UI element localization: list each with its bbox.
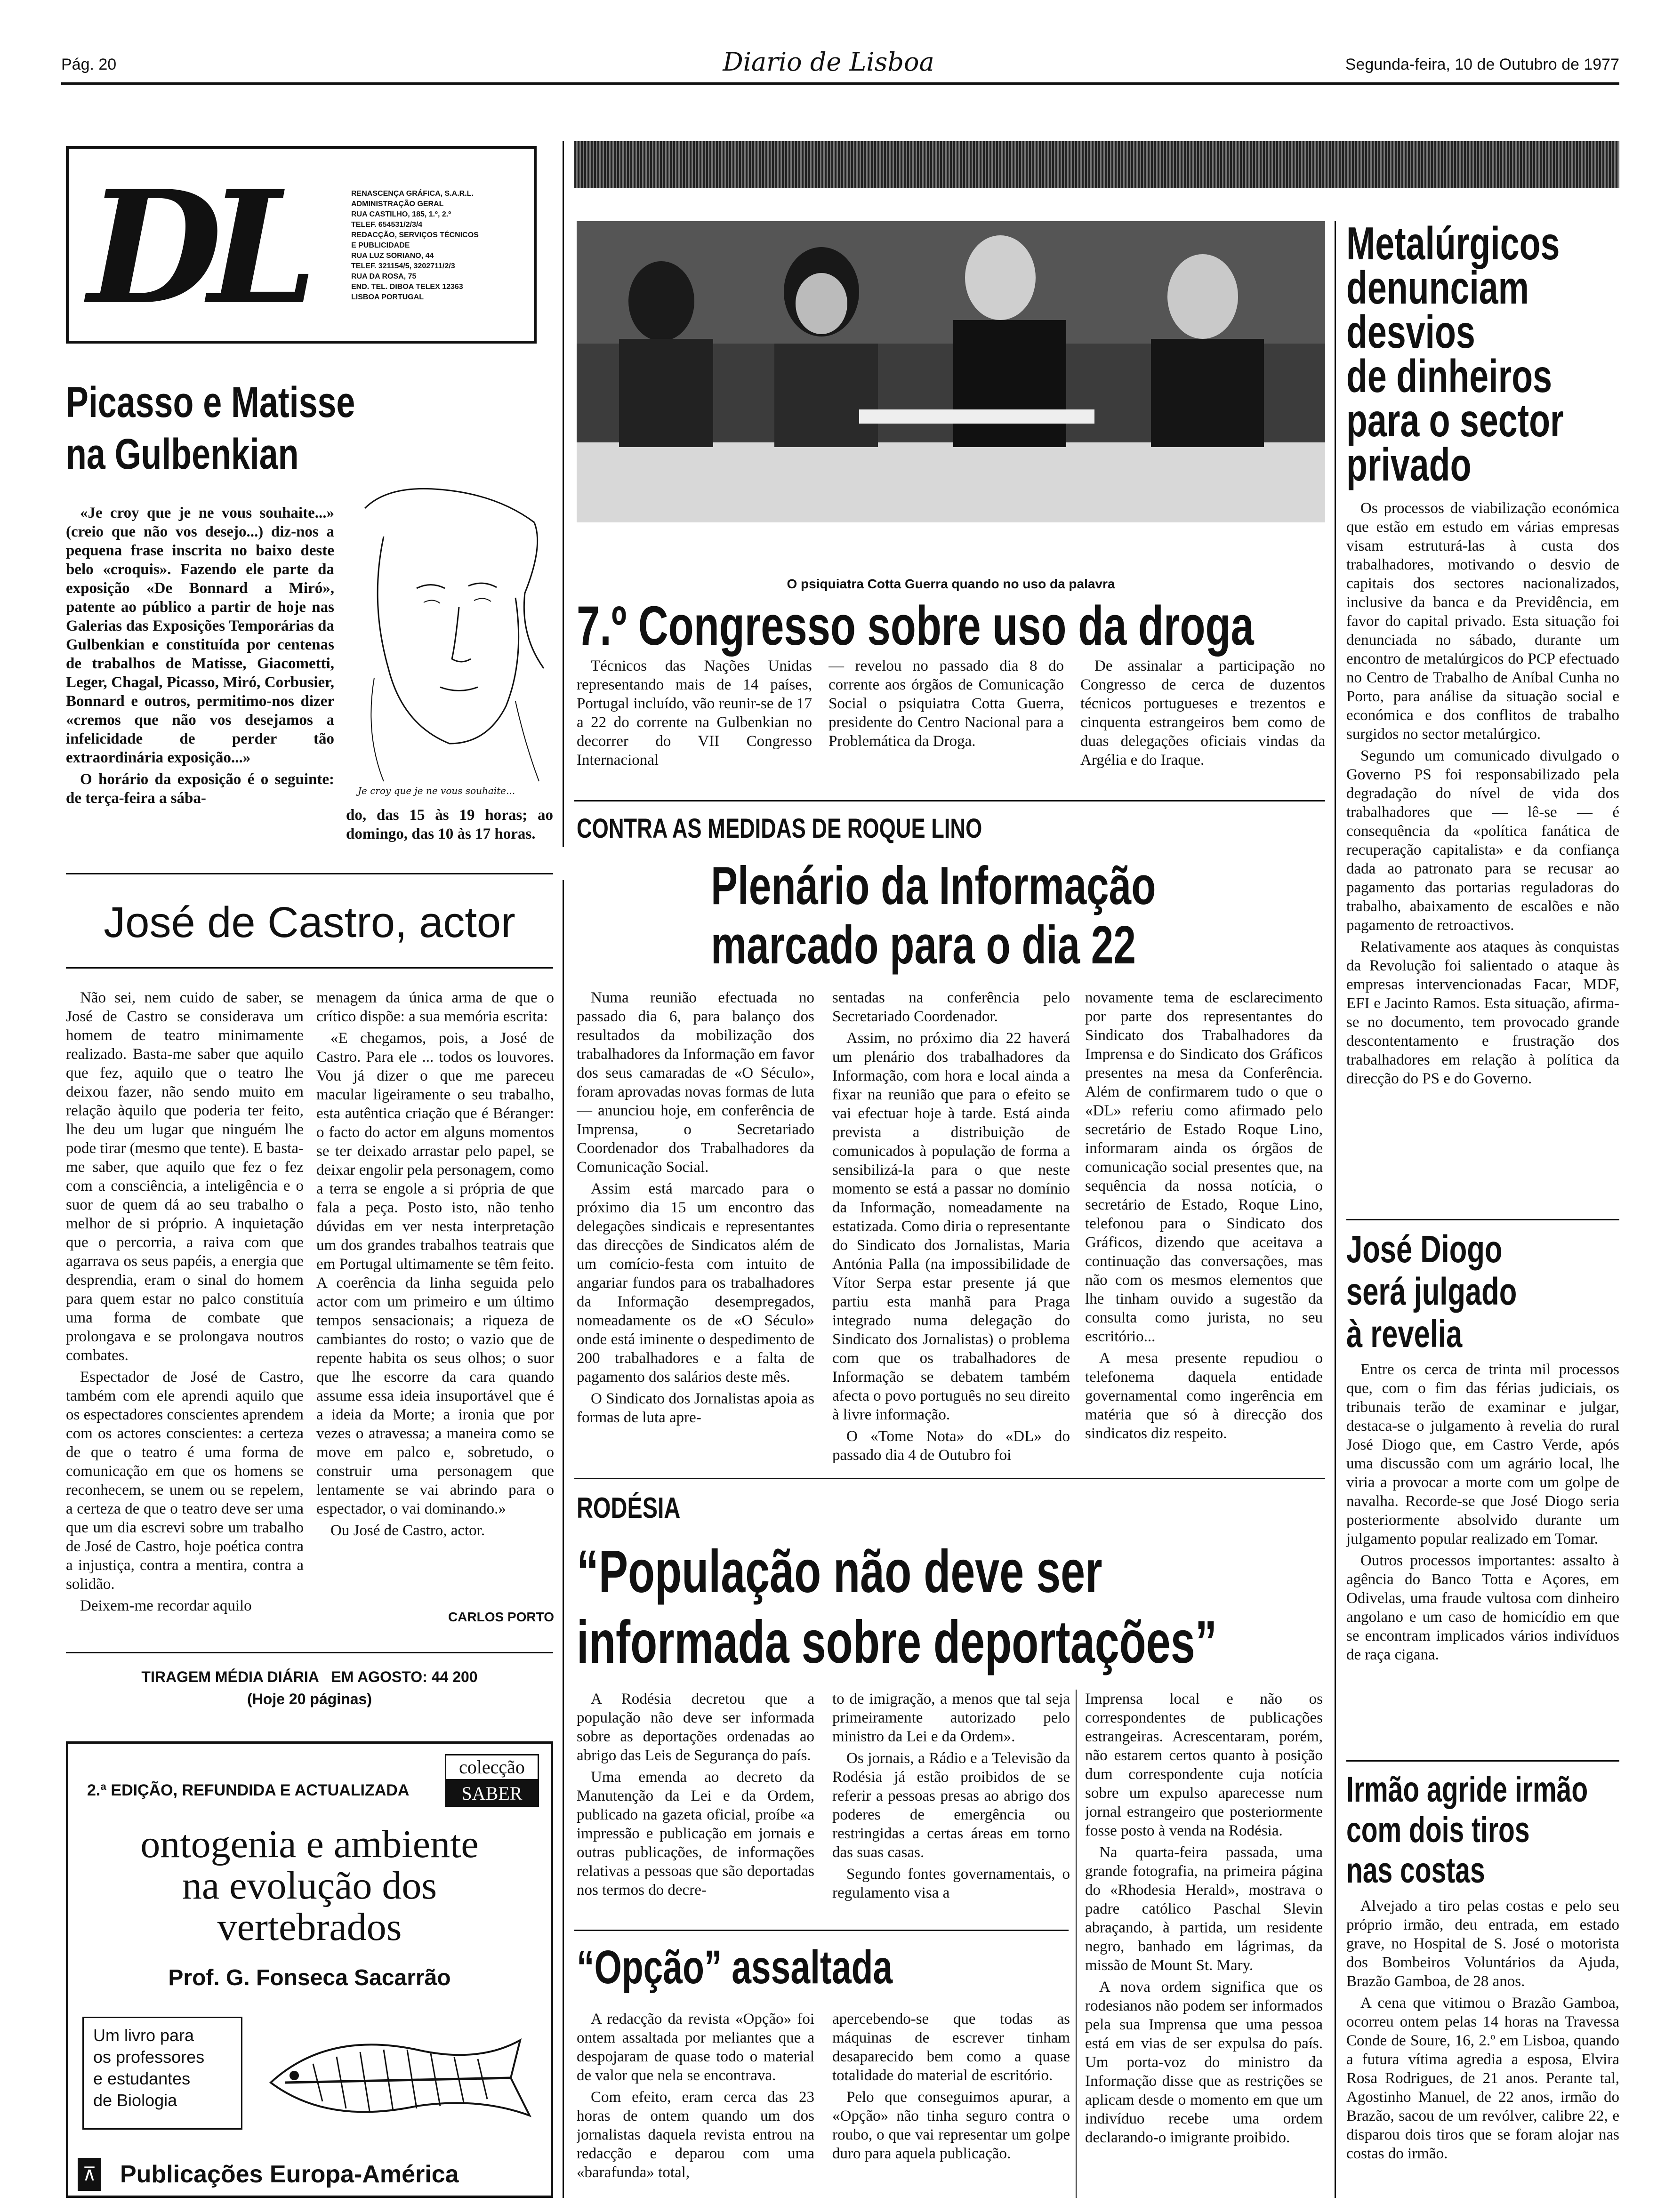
opcao-headline: “Opção” assaltada (577, 1941, 893, 1994)
paragraph: Deixem-me recordar aquilo (80, 1597, 252, 1614)
headline-line: Plenário da Informação (711, 856, 1156, 916)
headline-line: privado (1346, 439, 1472, 490)
imprint-line: ADMINISTRAÇÃO GERAL (351, 200, 444, 208)
column-rule (1335, 221, 1336, 2198)
paragraph: Alvejado a tiro pelas costas e pelo seu próprio irmão, deu entrada, em estado grave, no Hospital de S. José o motorista dos Bombeiros Voluntários da Ajuda, Brazão Gamboa, de 28 anos. (1346, 1898, 1619, 1990)
plenario-col-3 (1085, 988, 1323, 1468)
tiragem-pages: (Hoje 20 páginas) (247, 1691, 372, 1707)
paragraph: A mesa presente repudiou o telefonema daquela entidade governamental como ingerência em matéria que só à direcção dos sindicatos diz respeito. (1085, 1350, 1323, 1442)
headline-line: informada sobre deportações” (577, 1609, 1217, 1676)
rodesia-kicker: RODÉSIA (577, 1492, 681, 1524)
paragraph: Segundo fontes governamentais, o regulamento visa a (832, 1866, 1070, 1901)
paragraph: Outros processos importantes: assalto à agência do Banco Totta e Açores, em Odivelas, uma fraude vultosa com dinheiro angolano e um caso de homicídio em que se encontram implicados vários indivíduos de raça cigana. (1346, 1552, 1619, 1663)
imprint-line: LISBOA PORTUGAL (351, 293, 424, 301)
irmao-headline (1346, 1770, 1588, 1891)
sketch-inscription: Je croy que je ne vous souhaite... (358, 785, 515, 796)
croquis-sketch (346, 480, 553, 809)
picasso-headline-line: Picasso e Matisse (66, 378, 355, 426)
rodesia-col-3 (1085, 1690, 1323, 2198)
congresso-headline: 7.º Congresso sobre uso da droga (577, 595, 1254, 657)
paragraph: do, das 15 às 19 horas; ao domingo, das 10 às 17 horas. (346, 807, 553, 842)
paragraph: Relativamente aos ataques às conquistas da Revolução foi salientado o ataque às empresas intervencionadas Facar, MDF, EFI e Jacinto Ramos. Esta situação, afirma-se no documento, tem provocado grande descontentamento e frustração dos trabalhadores em relação à política da direcção do PS e do Governo. (1346, 938, 1619, 1087)
imprint-line: RUA LUZ SORIANO, 44 (351, 252, 434, 260)
plenario-col-2 (832, 988, 1070, 1468)
paragraph: A Rodésia decretou que a população não deve ser informada sobre as deportações ordenadas ao abrigo das Leis de Segurança do país. (577, 1691, 814, 1764)
congresso-col-2 (828, 657, 1064, 779)
paragraph: Uma emenda ao decreto da Manutenção da Lei e da Ordem, publicado na gazeta oficial, proíbe «a impressão e publicação em jornais e outras publicações, de informações relativas a pessoas que são deportadas nos termos do decre- (577, 1769, 814, 1899)
book-ad (66, 1741, 553, 2198)
tiragem-line: TIRAGEM MÉDIA DIÁRIA EM AGOSTO: 44 200 (141, 1668, 478, 1685)
paragraph: A redacção da revista «Opção» foi ontem assaltada por meliantes que a despojaram de quase todo o material de valor que nela se encontrava. (577, 2011, 814, 2084)
irmao-body (1346, 1897, 1619, 2198)
picasso-body (66, 504, 334, 842)
headline-line: Irmão agride irmão (1346, 1770, 1588, 1810)
ad-edition: 2.ª EDIÇÃO, REFUNDIDA E ACTUALIZADA (87, 1781, 410, 1799)
ad-title-line: ontogenia e ambiente (140, 1822, 479, 1866)
headline-line: “População não deve ser (577, 1538, 1102, 1605)
paragraph: Pelo que conseguimos apurar, a «Opção» não tinha seguro contra o roubo, o que vai representar um golpe duro para aquela publicação. (832, 2089, 1070, 2162)
section-rule (66, 1652, 553, 1653)
headline-line: desvios (1346, 306, 1475, 358)
paragraph: Imprensa local e não os correspondentes de publicações estrangeiras. Acrescentaram, porém, não estarem certos quanto à posição dum correspondente cuja notícia sobre um expulso aparecesse num jornal estrangeiro que posteriormente fosse posto à venda na Rodésia. (1085, 1691, 1323, 1839)
paragraph: O «Tome Nota» do «DL» do passado dia 4 de Outubro foi (832, 1428, 1070, 1464)
section-rule (1346, 1219, 1619, 1220)
ad-author: Prof. G. Fonseca Sacarrão (168, 1965, 451, 1990)
ad-colleccao: colecção (445, 1754, 539, 1780)
paragraph: Assim está marcado para o próximo dia 15 um encontro das delegações sindicais e representantes das direcções de Sindicatos além de um comício-festa com intuito de angariar fundos para os trabalhadores da Informação desempregados, nomeadamente os de «O Século» onde está iminente o despedimento de 200 trabalhadores e a falta de pagamento dos salários deste mês. (577, 1180, 814, 1386)
congresso-col-1 (577, 657, 812, 779)
dl-logo: DL (88, 156, 304, 339)
paragraph: Não sei, nem cuido de saber, se José de Castro se considerava um homem de teatro minimamente realizado. Basta-me saber que aquilo que fez, aquilo que o teatro lhe deixou fazer, não sendo muito em relação àquilo que poderia ter feito, lhe deu um lugar que ninguém lhe pode tirar (mesmo que tente). E basta-me saber, que aquilo que fez o fez com a consciência, a inteligência e o suor de quem dá ao seu trabalho o melhor de si próprio. A inquietação que o percorria, a raiva com que agarrava os seus papéis, a energia que desprendia, eram o sinal do homem para quem estar no palco constituía uma forma de combate que prolongava e se prolongava noutros combates. (66, 989, 304, 1364)
column-rule (563, 880, 564, 2198)
imprint-line: RENASCENÇA GRÁFICA, S.A.R.L. (351, 190, 474, 198)
opcao-col-1 (577, 2010, 814, 2198)
blurb-line: e estudantes (93, 2069, 191, 2088)
photo-banner (574, 141, 1619, 188)
paragraph: sentadas na conferência pelo Secretariado Coordenador. (832, 989, 1070, 1025)
header-rule (61, 82, 1619, 85)
blurb-line: Um livro para (93, 2026, 194, 2045)
jose-diogo-headline (1346, 1228, 1517, 1355)
imprint-line: RUA CASTILHO, 185, 1.º, 2.º (351, 210, 451, 218)
section-rule (66, 873, 553, 874)
opcao-col-2 (832, 2010, 1070, 2198)
rodesia-col-1 (577, 1690, 814, 1920)
column-rule (563, 141, 564, 847)
issue-date: Segunda-feira, 10 de Outubro de 1977 (1345, 56, 1619, 73)
imprint-line: END. TEL. DIBOA TELEX 12363 (351, 283, 463, 291)
ad-title-line: vertebrados (217, 1905, 402, 1949)
ad-blurb (82, 2017, 242, 2130)
blurb-line: de Biologia (93, 2091, 177, 2110)
plenario-col-1 (577, 988, 814, 1468)
jose-diogo-body (1346, 1360, 1619, 1755)
rodesia-col-2 (832, 1690, 1070, 1920)
picasso-headline (66, 377, 355, 480)
headline-line: marcado para o dia 22 (711, 915, 1136, 975)
paragraph: Os processos de viabilização económica que estão em estudo em várias empresas visam estruturá-las à custa dos trabalhadores, motivando o desvio de capitais dos sectores nacionalizados, inclusive da banca e da Previdência, em favor do capital privado. Esta situação foi denunciada no sábado, durante um encontro de metalúrgicos do PCP efectuado no Centro de Trabalho de Aníbal Cunha no Porto, para análise da situação social e económica e dos conflitos de trabalho surgidos no sector metalúrgico. (1346, 500, 1619, 743)
dl-imprint (351, 189, 530, 303)
paragraph: Os jornais, a Rádio e a Televisão da Rodésia já estão proibidos de se referir a pessoas presas ao abrigo dos poderes de emergência ou restringidas a certas áreas em torno das suas casas. (832, 1750, 1070, 1861)
section-rule (66, 967, 553, 969)
paragraph: novamente tema de esclarecimento por parte dos representantes do Sindicato dos Trabalhadores da Imprensa e do Sindicato dos Gráficos presentes na mesa da Conferência. Além de confirmarem tudo o que o «DL» referiu como afirmado pelo secretário de Estado Roque Lino, informaram ainda os órgãos de comunicação social presentes que, na sequência da nossa notícia, o secretário de Estado, Roque Lino, telefonou para o Sindicato dos Gráficos, dizendo que aceitava a continuação das conversações, mas não com os mesmos elementos que lhe tinham ouvido a sugestão da consulta como jurista, no seu escritório... (1085, 989, 1323, 1345)
congress-photo (577, 221, 1325, 522)
paragraph: Na quarta-feira passada, uma grande fotografia, na primeira página do «Rhodesia Herald», mostrava o padre católico Paschal Slevin abraçando, à partida, um residente negro, banhado em lágrimas, da missão de Mount St. Mary. (1085, 1844, 1323, 1974)
fish-skeleton-illustration (257, 2012, 539, 2144)
paragraph: De assinalar a participação no Congresso de cerca de duzentos técnicos portugueses e trezentos e cinquenta estrangeiros bem como de duas delegações oficiais vindas da Argélia e do Iraque. (1080, 657, 1325, 769)
imprint-line: TELEF. 654531/2/3/4 (351, 221, 423, 229)
castro-signature: CARLOS PORTO (448, 1610, 554, 1624)
ad-title (68, 1824, 551, 1948)
paragraph: O horário da exposição é o seguinte: de terça-feira a sába- (66, 771, 334, 807)
paragraph: «Je croy que je ne vous souhaite...» (creio que não vos desejo...) diz-nos a pequena frase inscrita no baixo deste belo «croquis». Fazendo ele parte da exposição «De Bonnard a Miró», patente ao público a partir de hoje nas Galerias das Exposições Temporárias da Gulbenkian e constituída por centenas de trabalhos de Matisse, Giacometti, Leger, Chagal, Picasso, Miró, Corbusier, Bonnard e outros, permitimo-nos dizer «cremos que não vos desejamos a infelicidade de perder tão extraordinária exposição...» (66, 505, 334, 766)
headline-line: com dois tiros (1346, 1810, 1530, 1850)
castro-col-1 (66, 988, 304, 1633)
paragraph: A cena que vitimou o Brazão Gamboa, ocorreu ontem pelas 14 horas na Travessa Conde de Soure, 16, 2.º em Lisboa, quando a futura vítima agredia a esposa, Elvira Rosa Rodrigues, de 21 anos. Perante tal, Agostinho Manuel, de 22 anos, irmão do Brazão, sacou de um revólver, calibre 22, e disparou dois tiros que se foram alojar nas costas do irmão. (1346, 1995, 1619, 2162)
headline-line: denunciam (1346, 262, 1529, 313)
plenario-headline (711, 857, 1156, 975)
paragraph: Com efeito, eram cerca das 23 horas de ontem quando um dos jornalistas daquela revista entrou na redacção e deparou com uma «barafunda» total, (577, 2089, 814, 2181)
page-number: Pág. 20 (61, 56, 117, 73)
headline-line: para o sector (1346, 394, 1564, 446)
picasso-body-right (346, 806, 553, 843)
ad-publisher: Publicações Europa-América (120, 2161, 459, 2188)
castro-headline: José de Castro, actor (104, 898, 515, 946)
paragraph: Ou José de Castro, actor. (330, 1522, 485, 1539)
paragraph: apercebendo-se que todas as máquinas de escrever tinham desaparecido bem como a quase totalidade do material de escritório. (832, 2011, 1070, 2084)
publisher-logo-icon: ⊼ (78, 2158, 101, 2191)
castro-col-2 (316, 988, 554, 1595)
imprint-line: REDACÇÃO, SERVIÇOS TÉCNICOS (351, 231, 479, 239)
headline-line: Metalúrgicos (1346, 217, 1560, 269)
metalurgicos-headline (1346, 217, 1564, 490)
picasso-headline-line: na Gulbenkian (66, 430, 299, 478)
imprint-line: E PUBLICIDADE (351, 241, 410, 249)
paragraph: Espectador de José de Castro, também com ele aprendi aquilo que os espectadores conscientes aprendem com os actores conscientes: a certeza de que o teatro é uma forma de comunicação em que os homens se reconhecem, se unem ou se repelem, a certeza de que o teatro deve ser uma que um dia escrevi sobre um trabalho de José de Castro, hoje poética contra a injustiça, contra a mentira, contra a solidão. (66, 1369, 304, 1593)
section-rule (574, 1478, 1325, 1479)
rodesia-headline (577, 1537, 1217, 1678)
imprint-line: TELEF. 321154/5, 3202711/2/3 (351, 262, 455, 270)
paragraph: «E chegamos, pois, a José de Castro. Para ele ... todos os louvores. Vou já dizer o que me pareceu macular ligeiramente o seu trabalho, esta autêntica criação que é Béranger: o facto do actor em alguns momentos se ter deixado arrastar pelo papel, se deixar engolir pela personagem, como a terra se engole a si própria de que fala a peça. Posto isto, não tenho dúvidas em ver nesta interpretação um dos grandes trabalhos teatrais que em Portugal ultimamente se têm feito. A coerência da linha seguida pelo actor com um primeiro e um último tempos sensacionais; a riqueza de cambiantes do rosto; o vazio que de repente habita os seus olhos; o suor que lhe escorre da cara quando assume essa ideia insuportável que é a ideia da Morte; a ironia que por vezes o atravessa; a maneira como se move em palco e, sobretudo, o construir uma personagem que lentamente se vai abrindo para o espectador, o vai dominando.» (316, 1030, 554, 1517)
headline-line: será julgado (1346, 1270, 1517, 1313)
section-rule (574, 1930, 1069, 1931)
section-rule (574, 800, 1325, 801)
paragraph: Técnicos das Nações Unidas representando mais de 14 países, Portugal incluído, vão reunir-se de 17 a 22 do corrente na Gulbenkian no decorrer do VII Congresso Internacional (577, 657, 812, 769)
paragraph: O Sindicato dos Jornalistas apoia as formas de luta apre- (577, 1390, 814, 1426)
paragraph: Assim, no próximo dia 22 haverá um plenário dos trabalhadores da Informação, com hora e local ainda a fixar na reunião que para o efeito se vai efectuar hoje à tarde. Está ainda prevista a distribuição de comunicados à população de forma a sensibilizá-la para o que neste momento se está a passar no domínio da Informação, nomeadamente na estatizada. Como diria o representante do Sindicato dos Jornalistas, Maria Antónia Palla (na impossibilidade de Vítor Serpa estar presente já que partiu esta manhã para Praga integrado numa delegação do Sindicato dos Jornalistas) o problema com que os trabalhadores de Informação se debatem também afecta o povo português no seu direito à livre informação. (832, 1030, 1070, 1423)
metalurgicos-body (1346, 499, 1619, 1214)
blurb-line: os professores (93, 2047, 205, 2067)
column-rule (1076, 1690, 1077, 2198)
paragraph: — revelou no passado dia 8 do corrente aos órgãos de Comunicação Social o psiquiatra Cotta Guerra, presidente do Centro Nacional para a Problemática da Droga. (828, 657, 1064, 750)
paragraph: menagem da única arma de que o crítico dispõe: a sua memória escrita: (316, 989, 554, 1025)
paragraph: Segundo um comunicado divulgado o Governo PS foi responsabilizado pela degradação do nível de vida dos trabalhadores que — lê-se — é consequência da «política fanática de recuperação capitalista» e da confiança dada ao patronato para se recusar ao pagamento das portarias reguladoras do trabalho, abaixamento de escalões e não pagamento de retroactivos. (1346, 747, 1619, 934)
headline-line: à revelia (1346, 1313, 1463, 1355)
paragraph: Entre os cerca de trinta mil processos que, com o fim das férias judiciais, os tribunais terão de examinar e julgar, destaca-se o julgamento à revelia do rural José Diogo que, em Castro Verde, após uma discussão com um agrário local, lhe viria a provocar a morte com um golpe de navalha. Recorde-se que José Diogo seria posteriormente absolvido durante um julgamento popular realizado em Tomar. (1346, 1361, 1619, 1547)
paragraph: A nova ordem significa que os rodesianos não podem ser informados pela sua Imprensa que uma pessoa está em vias de ser expulsa do país. Um porta-voz do ministro da Informação disse que as restrições se aplicam desde o momento em que um indivíduo recebe uma ordem declarando-o imigrante proibido. (1085, 1979, 1323, 2146)
headline-line: de dinheiros (1346, 350, 1552, 402)
dl-box (66, 146, 537, 344)
section-rule (1346, 1760, 1619, 1762)
masthead: Diario de Lisboa (723, 47, 934, 77)
ad-title-line: na evolução dos (182, 1864, 437, 1907)
congresso-col-3 (1080, 657, 1325, 779)
paragraph: to de imigração, a menos que tal seja primeiramente autorizado pelo ministro da Lei e da Ordem». (832, 1691, 1070, 1745)
headline-line: José Diogo (1346, 1228, 1503, 1271)
photo-caption: O psiquiatra Cotta Guerra quando no uso da palavra (787, 577, 1115, 591)
paragraph: Numa reunião efectuada no passado dia 6, para balanço dos resultados da mobilização dos trabalhadores da Informação em favor dos seus camaradas de «O Século», foram aprovadas novas formas de luta — anunciou hoje, em conferência de Imprensa, o Secretariado Coordenador dos Trabalhadores da Comunicação Social. (577, 989, 814, 1176)
headline-line: nas costas (1346, 1851, 1485, 1891)
plenario-kicker: CONTRA AS MEDIDAS DE ROQUE LINO (577, 813, 982, 844)
imprint-line: RUA DA ROSA, 75 (351, 272, 417, 281)
ad-saber: SABER (445, 1780, 539, 1807)
